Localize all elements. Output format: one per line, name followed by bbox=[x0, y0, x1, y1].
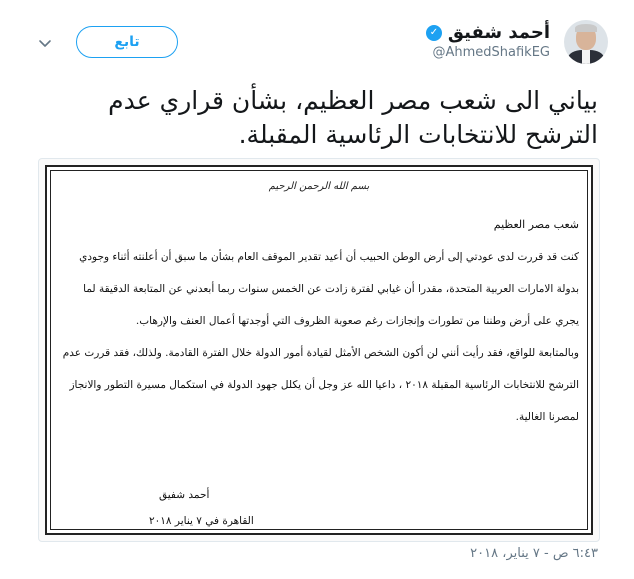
user-block[interactable] bbox=[426, 22, 550, 60]
tweet-header bbox=[0, 18, 634, 78]
follow-button[interactable]: تابع bbox=[76, 26, 178, 58]
letter-document bbox=[45, 165, 593, 535]
letter-paragraph-2: وبالمتابعة للواقع، فقد رأيت أنني لن أكون الشخص الأمثل لقيادة أمور الدولة خلال الفترة القادمة. ولذلك، فقد قررت عدم الترشح للانتخابات الرئاسية المقبلة ٢٠١٨ ، داعيا الله عز وجل أن يكلل جهود الدولة في استكمال مسيرة التطور والانجاز لمصرنا الغالية. bbox=[62, 347, 579, 423]
letter-date: القاهرة في ٧ يناير ٢٠١٨ bbox=[149, 515, 254, 527]
chevron-down-icon[interactable] bbox=[38, 36, 52, 50]
tweet-timestamp[interactable]: ٦:٤٣ ص - ٧ يناير، ٢٠١٨ bbox=[470, 546, 598, 561]
avatar[interactable] bbox=[564, 20, 608, 64]
tweet-image[interactable] bbox=[38, 158, 600, 542]
display-name[interactable]: أحمد شفيق bbox=[447, 22, 550, 43]
user-handle[interactable]: @AhmedShafikEG bbox=[432, 45, 550, 60]
tweet-text: بياني الى شعب مصر العظيم، بشأن قراري عدم الترشح للانتخابات الرئاسية المقبلة. bbox=[108, 86, 598, 149]
verified-badge-icon: ✓ bbox=[426, 25, 442, 41]
letter-signature: أحمد شفيق bbox=[159, 489, 210, 501]
letter-salutation: شعب مصر العظيم bbox=[493, 218, 579, 231]
letter-paragraph-1: كنت قد قررت لدى عودتي إلى أرض الوطن الحبيب أن أعيد تقدير الموقف العام بشأن ما سبق أن أعلنته أثناء وجودي بدولة الامارات العربية المتحدة، مقدرا أن غيابي لفترة زادت عن الخمس سنوات ربما أبعدني عن المتابعة الدقيقة لما يجري على أرض وطننا من تطورات وإنجازات رغم صعوبة الظروف التي أوجدتها أعمال العنف والإرهاب. bbox=[79, 251, 579, 327]
basmala: بسم الله الرحمن الرحيم bbox=[268, 181, 370, 192]
